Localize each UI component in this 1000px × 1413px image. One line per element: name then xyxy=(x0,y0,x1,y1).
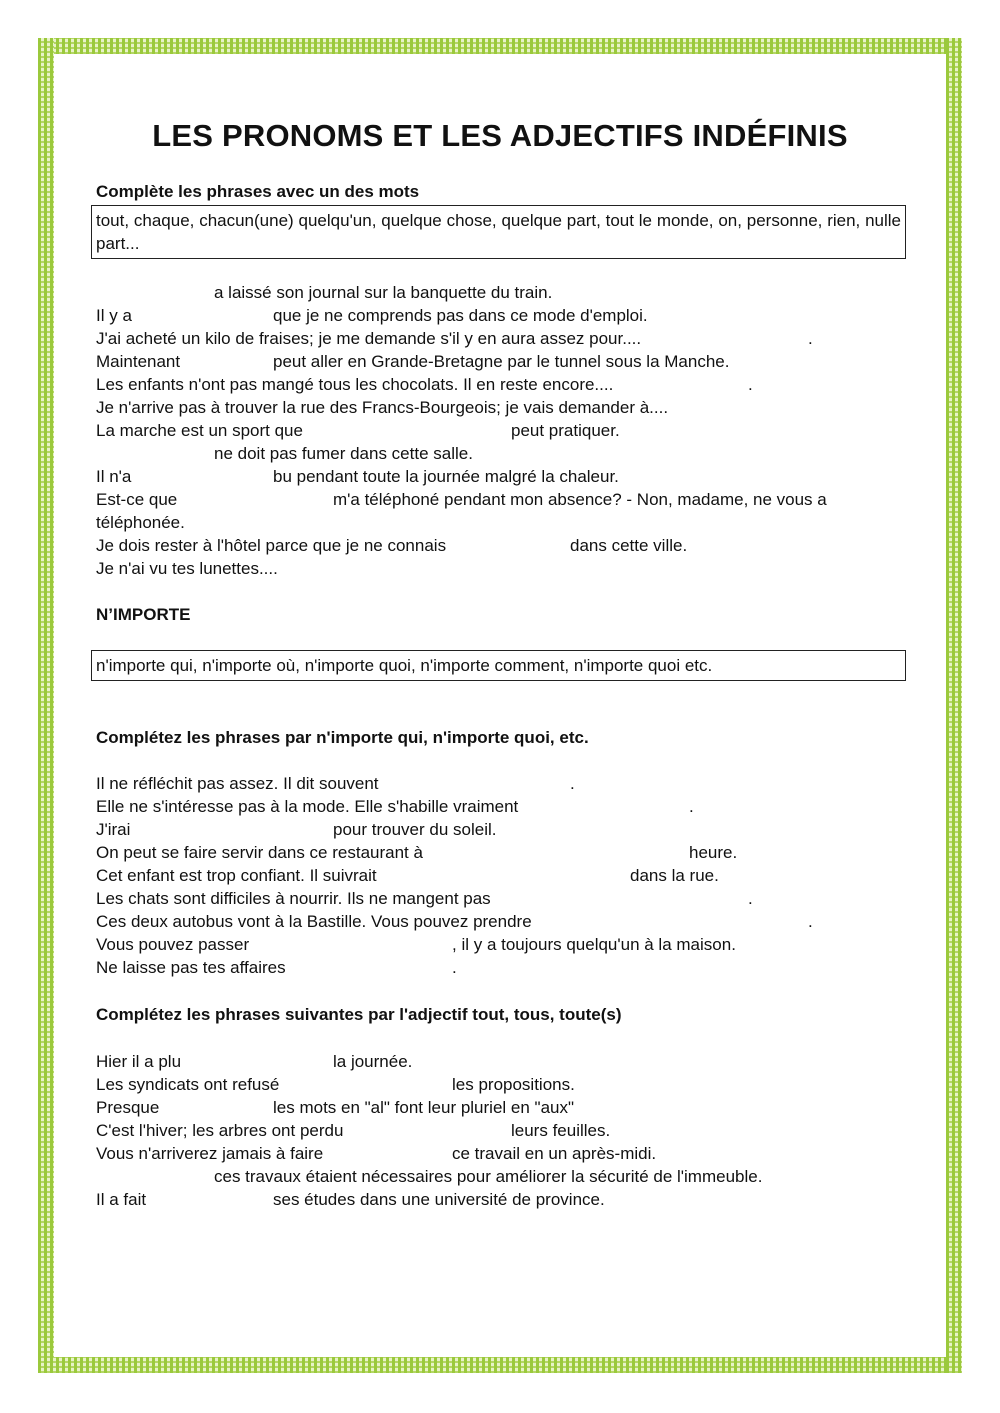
exercise3-line-2-start: Elle ne s'intéresse pas à la mode. Elle s'habille vraiment xyxy=(96,797,519,816)
exercise1-line-12: Je n'ai vu tes lunettes.... xyxy=(96,559,278,578)
exercise3-line-3-start: J'irai xyxy=(96,820,131,839)
exercise1-line-2-start: Il y a xyxy=(96,306,132,325)
exercise1-line-3-start: J'ai acheté un kilo de fraises; je me demande s'il y en aura assez pour.... xyxy=(96,329,642,348)
exercise1-line-10-start: Est-ce que xyxy=(96,490,178,509)
exercise1-line-6: Je n'arrive pas à trouver la rue des Francs-Bourgeois; je vais demander à.... xyxy=(96,398,669,417)
exercise4-line-5-end: ce travail en un après-midi. xyxy=(452,1144,657,1163)
exercise3-line-4-end: heure. xyxy=(689,843,738,862)
exercise4-line-6: ces travaux étaient nécessaires pour améliorer la sécurité de l'immeuble. xyxy=(214,1167,763,1186)
exercise3-line-2-end: . xyxy=(689,797,694,816)
exercise3-line-8-end: , il y a toujours quelqu'un à la maison. xyxy=(452,935,736,954)
decorative-border-top xyxy=(38,38,962,54)
exercise4-line-2-end: les propositions. xyxy=(452,1075,575,1094)
exercise3-line-5-start: Cet enfant est trop confiant. Il suivrait xyxy=(96,866,377,885)
exercise4-line-1-end: la journée. xyxy=(333,1052,413,1071)
exercise1-line-4-end: peut aller en Grande-Bretagne par le tunnel sous la Manche. xyxy=(273,352,730,371)
exercise3-line-9-start: Ne laisse pas tes affaires xyxy=(96,958,286,977)
exercise1-line-11-end: dans cette ville. xyxy=(570,536,688,555)
section2-heading: N’IMPORTE xyxy=(96,605,191,624)
exercise1-line-5-start: Les enfants n'ont pas mangé tous les chocolats. Il en reste encore.... xyxy=(96,375,614,394)
section3-heading: Complétez les phrases par n'importe qui, n'importe quoi, etc. xyxy=(96,728,589,747)
exercise1-line-3-end: . xyxy=(808,329,813,348)
exercise1-line-5-end: . xyxy=(748,375,753,394)
decorative-border-right xyxy=(946,38,962,1373)
exercise4-line-4-start: C'est l'hiver; les arbres ont perdu xyxy=(96,1121,344,1140)
exercise1-line-4-start: Maintenant xyxy=(96,352,181,371)
exercise1-line-9-start: Il n'a xyxy=(96,467,132,486)
exercise3-line-3-end: pour trouver du soleil. xyxy=(333,820,497,839)
exercise4-line-4-end: leurs feuilles. xyxy=(511,1121,611,1140)
exercise3-line-7-start: Ces deux autobus vont à la Bastille. Vous pouvez prendre xyxy=(96,912,532,931)
exercise3-line-1-end: . xyxy=(570,774,575,793)
exercise4-line-3-start: Presque xyxy=(96,1098,160,1117)
page-title: LES PRONOMS ET LES ADJECTIFS INDÉFINIS xyxy=(152,118,848,153)
section1-heading: Complète les phrases avec un des mots xyxy=(96,182,420,201)
exercise1-line-8: ne doit pas fumer dans cette salle. xyxy=(214,444,473,463)
decorative-border-left xyxy=(38,38,54,1373)
section4-heading: Complétez les phrases suivantes par l'adjectif tout, tous, toute(s) xyxy=(96,1005,622,1024)
exercise1-line-7-start: La marche est un sport que xyxy=(96,421,303,440)
exercise3-line-8-start: Vous pouvez passer xyxy=(96,935,250,954)
exercise3-line-9-end: . xyxy=(452,958,457,977)
exercise1-line-7-end: peut pratiquer. xyxy=(511,421,620,440)
exercise3-line-7-end: . xyxy=(808,912,813,931)
exercise1-line-10-end: m'a téléphoné pendant mon absence? - Non, madame, ne vous a xyxy=(333,490,827,509)
exercise3-line-1-start: Il ne réfléchit pas assez. Il dit souvent xyxy=(96,774,379,793)
section1-word-box: tout, chaque, chacun(une) quelqu'un, quelque chose, quelque part, tout le monde, on, personne, rien, nulle part... xyxy=(91,205,906,259)
exercise1-line-9-end: bu pendant toute la journée malgré la chaleur. xyxy=(273,467,619,486)
exercise4-line-7-end: ses études dans une université de province. xyxy=(273,1190,605,1209)
exercise1-line-11-start: Je dois rester à l'hôtel parce que je ne connais xyxy=(96,536,447,555)
exercise3-line-6-start: Les chats sont difficiles à nourrir. Ils ne mangent pas xyxy=(96,889,491,908)
exercise3-line-5-end: dans la rue. xyxy=(630,866,719,885)
decorative-border-bottom xyxy=(38,1357,962,1373)
exercise4-line-5-start: Vous n'arriverez jamais à faire xyxy=(96,1144,324,1163)
exercise1-line-2-end: que je ne comprends pas dans ce mode d'emploi. xyxy=(273,306,648,325)
section2-word-box: n'importe qui, n'importe où, n'importe quoi, n'importe comment, n'importe quoi etc. xyxy=(91,650,906,681)
exercise4-line-3-end: les mots en "al" font leur pluriel en "aux" xyxy=(273,1098,575,1117)
exercise3-line-6-end: . xyxy=(748,889,753,908)
exercise1-line-10-continued: téléphonée. xyxy=(96,513,185,532)
exercise3-line-4-start: On peut se faire servir dans ce restaurant à xyxy=(96,843,423,862)
exercise1-line-1: a laissé son journal sur la banquette du train. xyxy=(214,283,553,302)
exercise4-line-1-start: Hier il a plu xyxy=(96,1052,182,1071)
exercise4-line-7-start: Il a fait xyxy=(96,1190,147,1209)
exercise4-line-2-start: Les syndicats ont refusé xyxy=(96,1075,280,1094)
